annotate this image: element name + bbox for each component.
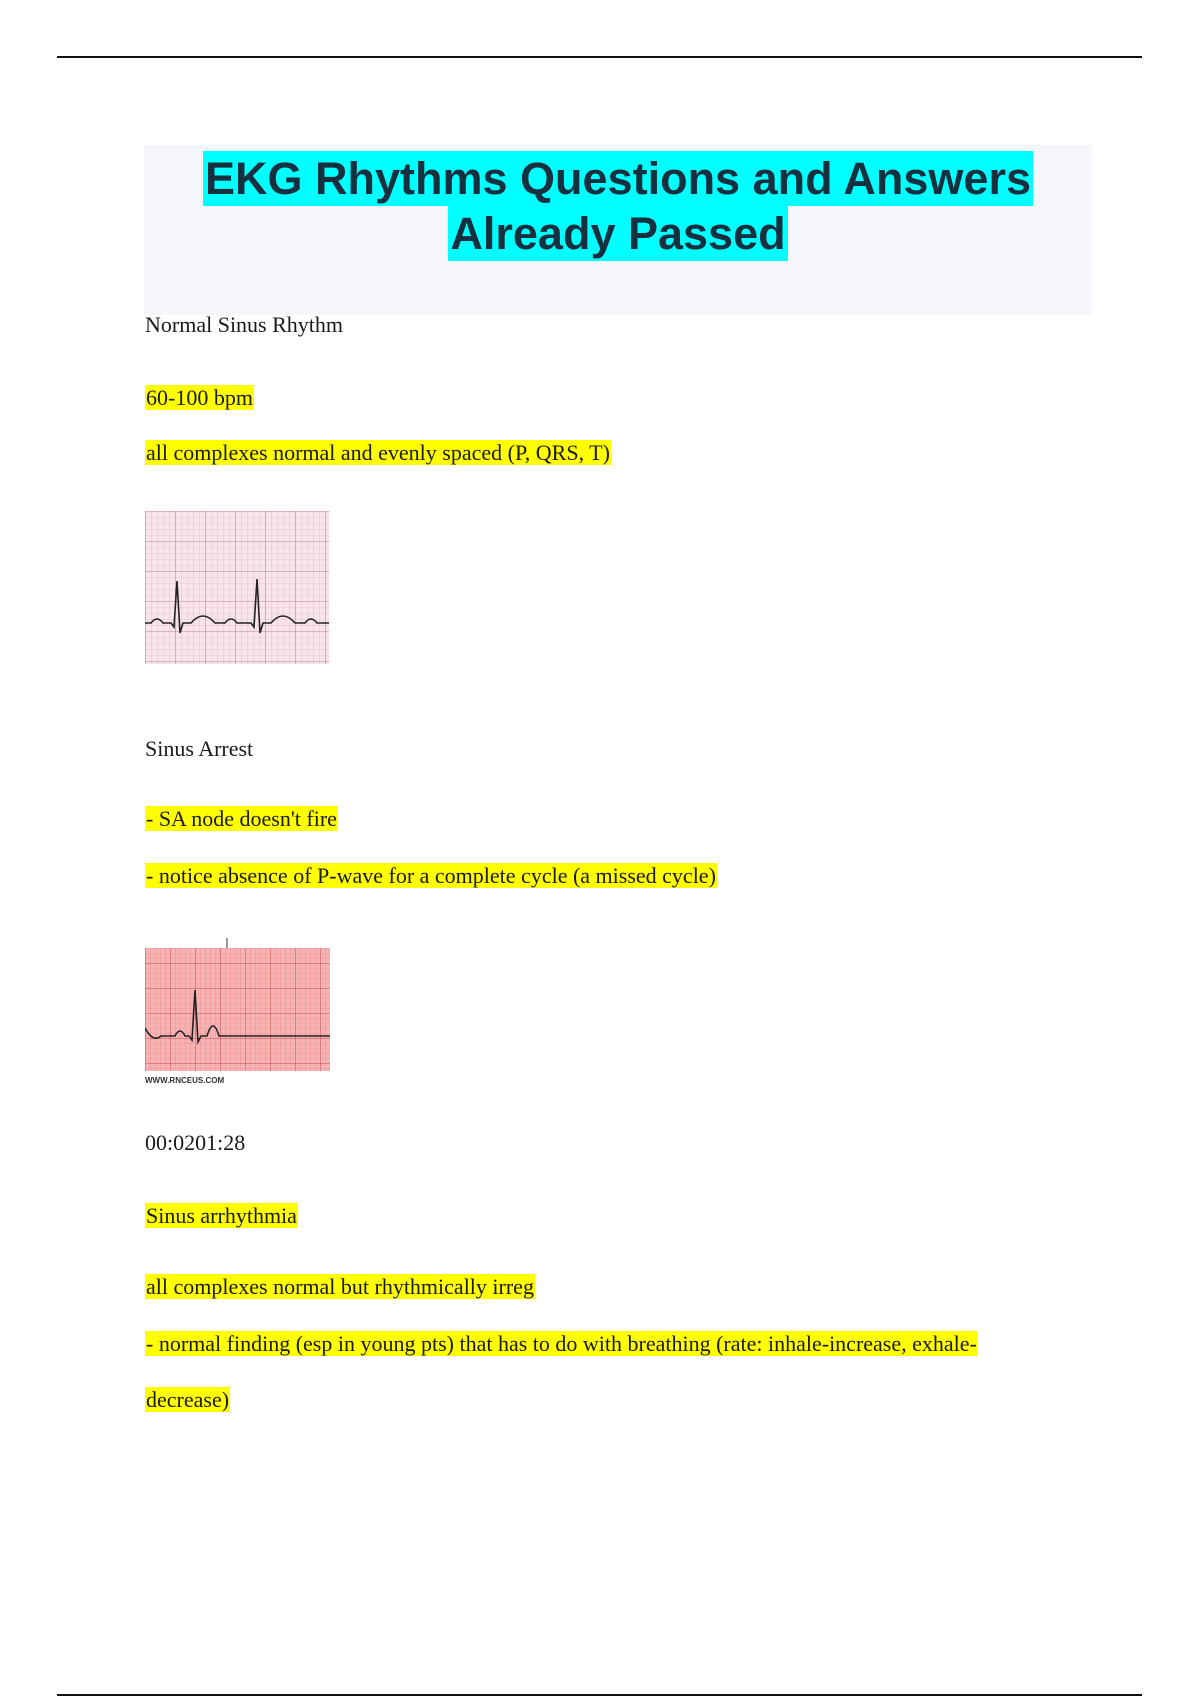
document-title-line-1: EKG Rhythms Questions and Answers xyxy=(205,153,1031,204)
answer-line: - SA node doesn't fire xyxy=(146,806,337,831)
title-banner xyxy=(144,145,1092,315)
bottom-rule xyxy=(57,1694,1142,1696)
question-heading-normal-sinus-rhythm: Normal Sinus Rhythm xyxy=(145,312,344,337)
ekg-strip-sinus-arrest-image xyxy=(145,938,330,1086)
answer-line: - notice absence of P-wave for a complete cycle (a missed cycle) xyxy=(146,863,716,888)
image-caption: WWW.RNCEUS.COM xyxy=(145,1076,225,1085)
answer-line: all complexes normal and evenly spaced (P, QRS, T) xyxy=(146,440,610,465)
top-rule xyxy=(57,56,1142,58)
document-title-line-2: Already Passed xyxy=(450,208,786,259)
question-heading-sinus-arrhythmia: Sinus arrhythmia xyxy=(146,1203,297,1228)
answer-line: - normal finding (esp in young pts) that has to do with breathing (rate: inhale-increase, exhale- xyxy=(146,1331,977,1356)
question-heading-sinus-arrest: Sinus Arrest xyxy=(145,736,254,761)
timestamp-text: 00:0201:28 xyxy=(145,1130,246,1155)
answer-line: all complexes normal but rhythmically irreg xyxy=(146,1274,534,1299)
answer-line: 60-100 bpm xyxy=(146,385,253,410)
ekg-strip-normal-sinus-image xyxy=(145,511,329,664)
answer-line: decrease) xyxy=(146,1387,230,1412)
